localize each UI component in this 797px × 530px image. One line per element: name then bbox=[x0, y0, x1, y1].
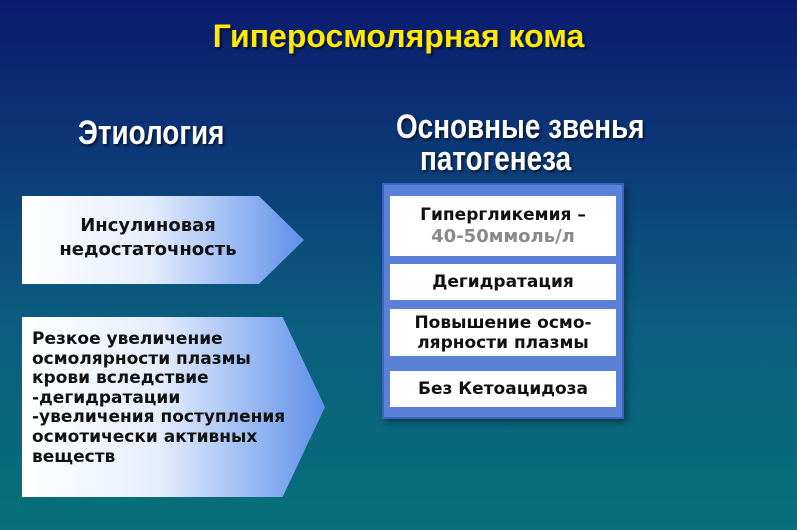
pathogenesis-heading-line1: Основные звенья bbox=[396, 108, 645, 146]
osmolarity-line2: лярности плазмы bbox=[417, 332, 589, 353]
glucose-range-value: 40-50ммоль/л bbox=[431, 226, 575, 247]
pathogenesis-heading-line2: патогенеза bbox=[420, 140, 572, 178]
hyperglycemia-label: Гипергликемия – bbox=[420, 205, 586, 225]
dehydration-label: Дегидратация bbox=[432, 272, 574, 292]
etiology-item-osmolarity: Резкое увеличение осмолярности плазмы крови вследствие -дегидратации -увеличения поступления осмотически активных веществ bbox=[32, 329, 286, 467]
pathogenesis-item-no-ketoacidosis bbox=[390, 371, 616, 407]
etiology-item-insulin: Инсулиновая недостаточность bbox=[59, 215, 237, 260]
no-ketoacidosis-label: Без Кетоацидоза bbox=[418, 379, 588, 399]
pathogenesis-item-osmolarity bbox=[390, 309, 616, 356]
slide-title: Гиперосмолярная кома bbox=[212, 18, 585, 54]
pathogenesis-item-dehydration bbox=[390, 264, 616, 300]
etiology-heading: Этиология bbox=[78, 114, 225, 152]
pathogenesis-item-hyperglycemia bbox=[390, 196, 616, 256]
osmolarity-line1: Повышение осмо- bbox=[414, 312, 592, 333]
